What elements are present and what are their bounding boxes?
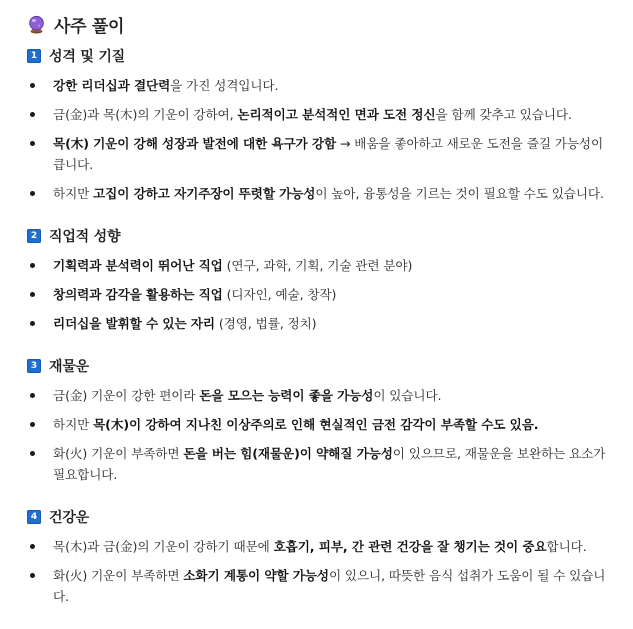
bold-text: 돈을 모으는 능력이 좋을 가능성 (199, 388, 374, 403)
section-heading (27, 355, 617, 376)
section-3 (27, 355, 617, 485)
list-item (27, 385, 617, 406)
text: (연구, 과학, 기획, 기술 관련 분야) (222, 258, 413, 273)
section-4 (27, 506, 617, 607)
number-badge-icon: 4 (27, 510, 41, 524)
list-item (27, 414, 617, 435)
section-title: 성격 및 기질 (49, 48, 125, 65)
text: 화(火) 기운이 부족하면 (53, 568, 184, 583)
bold-text: 강한 리더십과 결단력 (53, 78, 171, 93)
bold-text: 목(木)이 강하여 지나친 이상주의로 인해 현실적인 금전 감각이 부족할 수도 있음. (93, 417, 539, 432)
text: 금(金)과 목(木)의 기운이 강하여, (53, 107, 238, 122)
text: 이 높아, 융통성을 기르는 것이 필요할 수도 있습니다. (315, 186, 604, 201)
text: 하지만 (53, 186, 94, 201)
list-item (27, 313, 617, 334)
text: 합니다. (546, 539, 587, 554)
text: 하지만 (53, 417, 94, 432)
crystal-ball-icon (27, 15, 46, 34)
bullet-list (27, 255, 617, 334)
text: 금(金) 기운이 강한 편이라 (53, 388, 200, 403)
section-1 (27, 45, 617, 204)
text: (디자인, 예술, 창작) (222, 287, 337, 302)
list-item (27, 565, 617, 607)
list-item (27, 104, 617, 125)
text: (경영, 법률, 정치) (214, 316, 317, 331)
list-item (27, 284, 617, 305)
document-title (27, 12, 617, 36)
bold-text: 목(木) 기운이 강해 성장과 발전에 대한 욕구가 강함 (53, 136, 337, 151)
bold-text: 소화기 계통이 약할 가능성 (183, 568, 329, 583)
list-item (27, 133, 617, 175)
number-badge-icon: 2 (27, 229, 41, 243)
bold-text: 논리적이고 분석적인 면과 도전 정신 (237, 107, 436, 122)
bullet-list (27, 536, 617, 607)
list-item (27, 255, 617, 276)
text: 목(木)과 금(金)의 기운이 강하기 때문에 (53, 539, 274, 554)
section-title: 건강운 (49, 509, 89, 526)
section-heading (27, 45, 617, 66)
text: 을 함께 갖추고 있습니다. (435, 107, 572, 122)
section-title: 직업적 성향 (49, 228, 121, 245)
bold-text: 고집이 강하고 자기주장이 뚜렷할 가능성 (93, 186, 316, 201)
text: 이 있으니, 따뜻한 음식 섭취가 도움이 될 수 있습니다. (53, 568, 606, 604)
bold-text: 창의력과 감각을 활용하는 직업 (53, 287, 223, 302)
bold-text: 기획력과 분석력이 뛰어난 직업 (53, 258, 223, 273)
bullet-list (27, 385, 617, 485)
text: 을 가진 성격입니다. (170, 78, 279, 93)
bold-text: 돈을 버는 힘(재물운)이 약해질 가능성 (183, 446, 393, 461)
list-item (27, 183, 617, 204)
section-title: 재물운 (49, 358, 89, 375)
bullet-list (27, 75, 617, 204)
bold-text: 호흡기, 피부, 간 관련 건강을 잘 챙기는 것이 중요 (273, 539, 547, 554)
section-heading (27, 225, 617, 246)
section-heading (27, 506, 617, 527)
text: 이 있습니다. (373, 388, 442, 403)
list-item (27, 75, 617, 96)
section-2 (27, 225, 617, 334)
list-item (27, 443, 617, 485)
text: 이 있으므로, 재물운을 보완하는 요소가 필요합니다. (53, 446, 606, 482)
list-item (27, 536, 617, 557)
number-badge-icon: 1 (27, 49, 41, 63)
bold-text: 리더십을 발휘할 수 있는 자리 (53, 316, 215, 331)
number-badge-icon: 3 (27, 359, 41, 373)
sections-container (27, 45, 617, 607)
page-title: 사주 풀이 (54, 16, 125, 37)
text: → 배움을 좋아하고 새로운 도전을 즐길 가능성이 큽니다. (53, 136, 604, 172)
text: 화(火) 기운이 부족하면 (53, 446, 184, 461)
